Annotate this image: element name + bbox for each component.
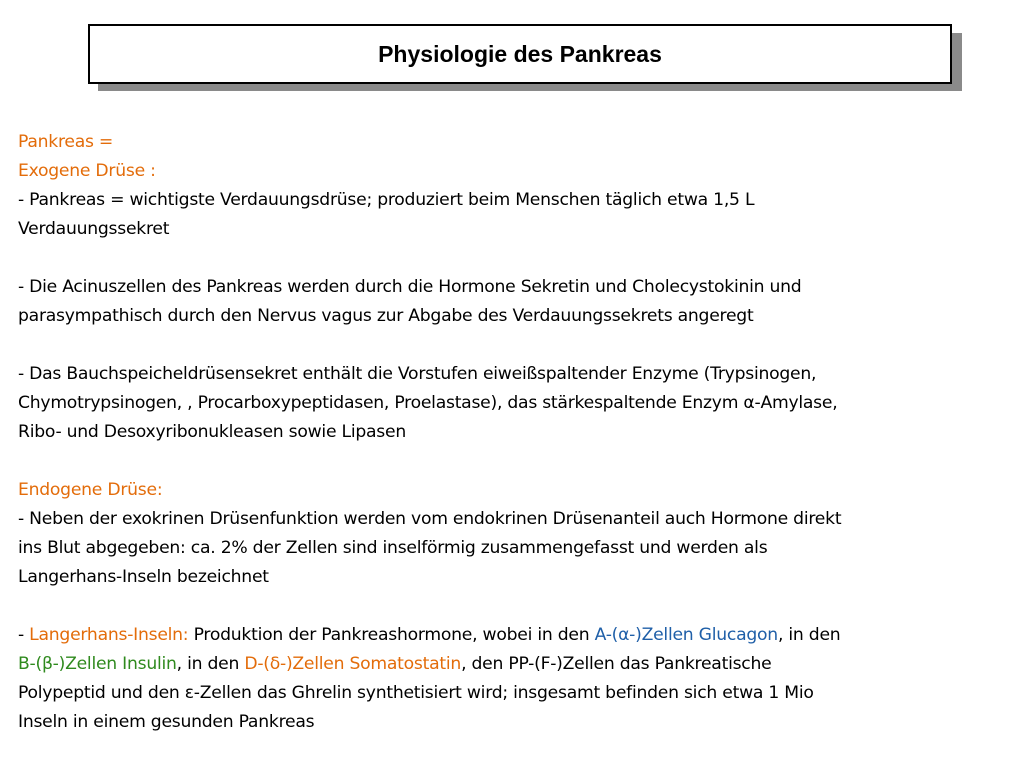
text-line-cells (18, 650, 1008, 679)
text-line: Ribo- und Desoxyribonukleasen sowie Lipasen (18, 422, 406, 442)
paragraph-spacer (18, 447, 1008, 476)
text-line: ins Blut abgegeben: ca. 2% der Zellen sind inselförmig zusammengefasst und werden als (18, 538, 768, 558)
text-line: parasympathisch durch den Nervus vagus zur Abgabe des Verdauungssekrets angeregt (18, 306, 754, 326)
text-segment: Produktion der Pankreashormone, wobei in den (188, 625, 595, 645)
heading-pankreas: Pankreas = (18, 132, 114, 152)
heading-endogene-druese: Endogene Drüse: (18, 480, 163, 500)
text-line: Polypeptid und den ε-Zellen das Ghrelin synthetisiert wird; insgesamt befinden sich etwa 1 Mio (18, 683, 814, 703)
paragraph-spacer (18, 244, 1008, 273)
title-box (88, 24, 952, 84)
text-line: - Die Acinuszellen des Pankreas werden durch die Hormone Sekretin und Cholecystokinin und (18, 277, 802, 297)
text-line: - Pankreas = wichtigste Verdauungsdrüse; produziert beim Menschen täglich etwa 1,5 L (18, 190, 755, 210)
slide-body (18, 128, 1008, 737)
text-segment: , in den (176, 654, 245, 674)
term-d-zellen-somatostatin: D-(δ-)Zellen Somatostatin (244, 654, 462, 674)
term-a-zellen-glucagon: A-(α-)Zellen Glucagon (594, 625, 778, 645)
heading-exogene-druese: Exogene Drüse : (18, 161, 156, 181)
term-b-zellen-insulin: B-(β-)Zellen Insulin (18, 654, 177, 674)
paragraph-spacer (18, 331, 1008, 360)
term-langerhans-inseln: Langerhans-Inseln: (29, 625, 189, 645)
text-line: Chymotrypsinogen, , Procarboxypeptidasen, Proelastase), das stärkespaltende Enzym α-Amylase, (18, 393, 838, 413)
text-dash: - (18, 625, 30, 645)
text-segment: , den PP-(F-)Zellen das Pankreatische (461, 654, 772, 674)
text-line: Inseln in einem gesunden Pankreas (18, 712, 315, 732)
text-segment: , in den (777, 625, 841, 645)
text-line: Langerhans-Inseln bezeichnet (18, 567, 269, 587)
text-line: Verdauungssekret (18, 219, 170, 239)
text-line-langerhans (18, 621, 1008, 650)
text-line: - Das Bauchspeicheldrüsensekret enthält die Vorstufen eiweißspaltender Enzyme (Trypsinogen, (18, 364, 817, 384)
page-title: Physiologie des Pankreas (378, 40, 662, 67)
paragraph-spacer (18, 592, 1008, 621)
text-line: - Neben der exokrinen Drüsenfunktion werden vom endokrinen Drüsenanteil auch Hormone direkt (18, 509, 842, 529)
